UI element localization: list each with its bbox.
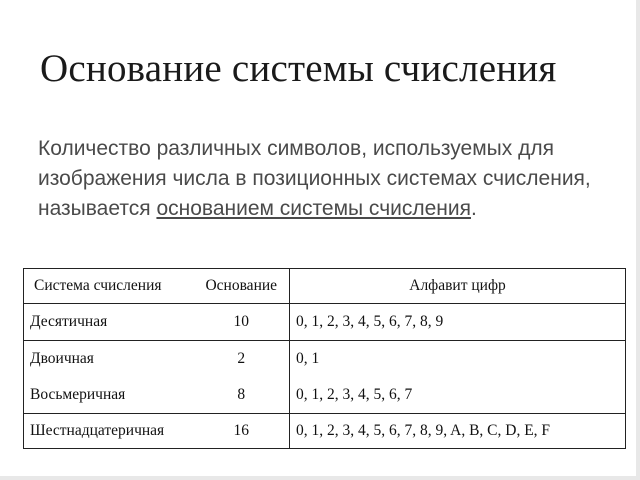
cell-alphabet: 0, 1, 2, 3, 4, 5, 6, 7, 8, 9, A, B, C, D, E, F <box>290 414 626 449</box>
definition-text: Количество различных символов, используемых для изображения числа в позиционных системах счисления, называется <box>38 137 591 220</box>
header-base: Основание <box>194 269 290 304</box>
cell-alphabet: 0, 1, 2, 3, 4, 5, 6, 7, 8, 9 <box>290 304 626 341</box>
cell-alphabet-binary: 0, 1 <box>296 350 320 367</box>
cell-alphabet <box>290 341 626 414</box>
header-alphabet: Алфавит цифр <box>290 269 626 304</box>
cell-system: Шестнадцатеричная <box>24 414 194 449</box>
table-header-row <box>24 269 626 304</box>
cell-system-octal: Восьмеричная <box>30 386 126 403</box>
cell-base <box>194 341 290 414</box>
cell-base: 10 <box>194 304 290 341</box>
cell-base-octal: 8 <box>237 386 246 403</box>
table-row <box>24 341 626 414</box>
cell-base-binary: 2 <box>237 350 246 367</box>
number-systems-table <box>23 268 626 449</box>
cell-system <box>24 341 194 414</box>
definition-end: . <box>471 197 477 220</box>
cell-system: Десятичная <box>24 304 194 341</box>
cell-alphabet-octal: 0, 1, 2, 3, 4, 5, 6, 7 <box>296 386 413 403</box>
definition-term: основанием системы счисления <box>156 197 471 220</box>
table-row <box>24 414 626 449</box>
cell-base: 16 <box>194 414 290 449</box>
cell-system-binary: Двоичная <box>30 350 94 367</box>
slide-title: Основание системы счисления <box>40 47 557 90</box>
definition-paragraph <box>38 134 608 224</box>
table-row <box>24 304 626 341</box>
header-system: Система счисления <box>24 269 194 304</box>
